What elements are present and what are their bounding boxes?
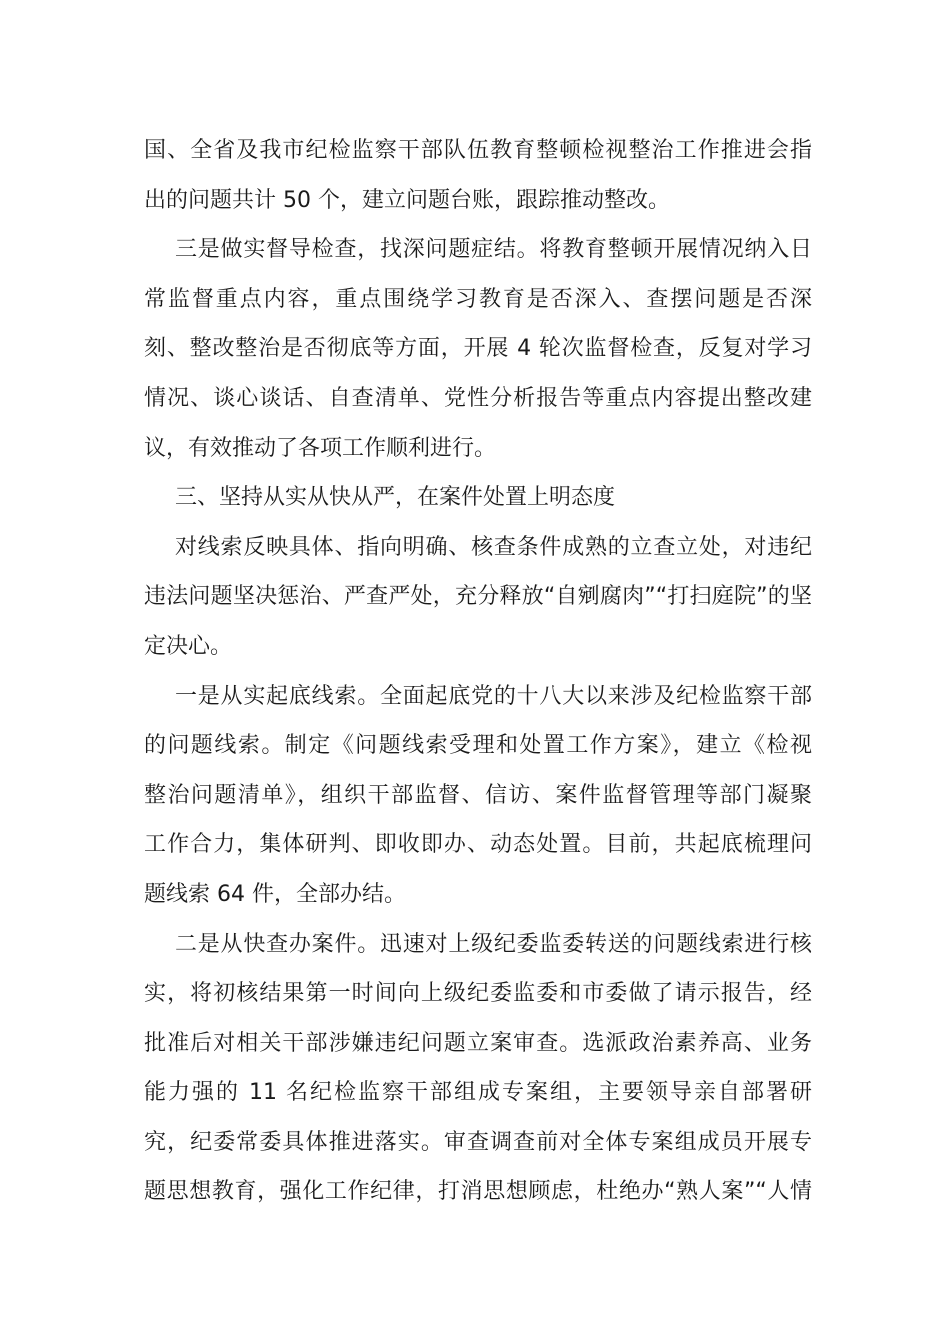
text-line: 三是做实督导检查，找深问题症结。将教育整顿开展情况纳入日 [175,237,812,263]
text-line: 究，纪委常委具体推进落实。审查调查前对全体专案组成员开展专 [144,1129,812,1155]
text-line: 的问题线索。制定《问题线索受理和处置工作方案》，建立《检视 [144,733,812,759]
text-line: 出的问题共计 50 个，建立问题台账，跟踪推动整改。 [144,187,670,213]
text-line: 题思想教育，强化工作纪律，打消思想顾虑，杜绝办“熟人案”“人情 [144,1179,812,1205]
text-line: 批准后对相关干部涉嫌违纪问题立案审查。选派政治素养高、业务 [144,1030,812,1056]
text-line: 议，有效推动了各项工作顺利进行。 [144,435,497,461]
text-line: 定决心。 [144,633,233,659]
text-line: 一是从实起底线索。全面起底党的十八大以来涉及纪检监察干部 [175,683,812,709]
body-text [144,126,812,1217]
text-line: 情况、谈心谈话、自查清单、党性分析报告等重点内容提出整改建 [144,385,812,411]
text-line: 违法问题坚决惩治、严查严处，充分释放“自剜腐肉”“打扫庭院”的坚 [144,584,812,610]
text-line: 整治问题清单》，组织干部监督、信访、案件监督管理等部门凝聚 [144,782,812,808]
text-line: 能力强的 11 名纪检监察干部组成专案组，主要领导亲自部署研 [144,1080,812,1106]
text-line: 工作合力，集体研判、即收即办、动态处置。目前，共起底梳理问 [144,832,812,858]
text-line: 国、全省及我市纪检监察干部队伍教育整顿检视整治工作推进会指 [144,138,812,163]
text-line: 常监督重点内容，重点围绕学习教育是否深入、查摆问题是否深 [144,286,812,312]
text-line: 刻、整改整治是否彻底等方面，开展 4 轮次监督检查，反复对学习 [144,336,812,362]
text-line: 二是从快查办案件。迅速对上级纪委监委转送的问题线索进行核 [175,931,812,957]
text-line: 实，将初核结果第一时间向上级纪委监委和市委做了请示报告，经 [144,981,812,1007]
text-line: 对线索反映具体、指向明确、核查条件成熟的立查立处，对违纪 [175,534,812,560]
text-line: 题线索 64 件，全部办结。 [144,881,406,907]
section-heading: 三、坚持从实从快从严，在案件处置上明态度 [175,485,616,511]
